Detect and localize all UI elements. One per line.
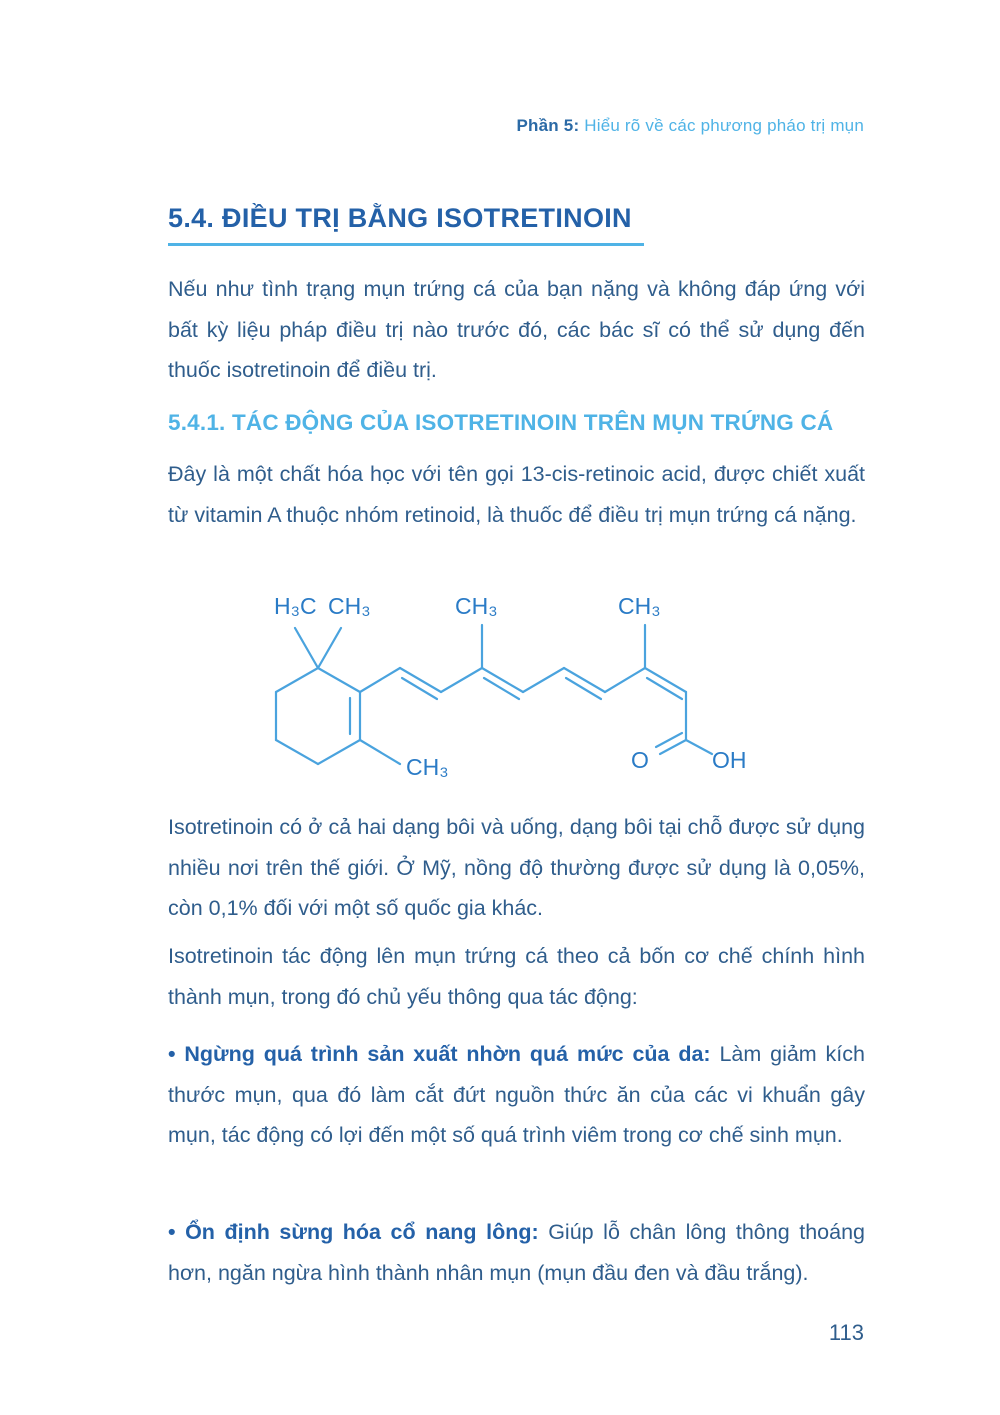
subsection-title: 5.4.1. TÁC ĐỘNG CỦA ISOTRETINOIN TRÊN MỤN TRỨNG CÁ — [168, 410, 834, 435]
bullet-sebum — [168, 1034, 865, 1156]
bullet-sebum-title: • Ngừng quá trình sản xuất nhờn quá mức của da: — [168, 1042, 711, 1066]
isotretinoin-structure — [0, 585, 1000, 785]
intro-paragraph: Nếu như tình trạng mụn trứng cá của bạn nặng và không đáp ứng với bất kỳ liệu pháp điều trị nào trước đó, các bác sĩ có thể sử dụng đến thuốc isotretinoin để điều trị. — [168, 277, 865, 382]
section-title: 5.4. ĐIỀU TRỊ BẰNG ISOTRETINOIN — [168, 203, 632, 233]
structure-bonds — [276, 625, 712, 764]
label-ch3-ring: CH₃ — [406, 754, 449, 780]
bullet-keratinization — [168, 1212, 865, 1293]
bullet-keratinization-title: • Ổn định sừng hóa cổ nang lông: — [168, 1220, 539, 1244]
label-h3c: H₃C — [274, 593, 317, 619]
label-hydroxyl: OH — [712, 747, 747, 773]
forms-paragraph: Isotretinoin có ở cả hai dạng bôi và uống, dạng bôi tại chỗ được sử dụng nhiều nơi trên thế giới. Ở Mỹ, nồng độ thường được sử dụng là 0,05%, còn 0,1% đối với một số quốc gia khác. — [168, 815, 865, 920]
header-subtitle: Hiểu rõ về các phương pháo trị mụn — [584, 116, 864, 135]
label-ch3-mid: CH₃ — [455, 593, 498, 619]
mechanism-paragraph: Isotretinoin tác động lên mụn trứng cá theo cả bốn cơ chế chính hình thành mụn, trong đó chủ yếu thông qua tác động: — [168, 944, 865, 1009]
bullet-keratinization-text: Giúp lỗ chân lông thông thoáng hơn, ngăn ngừa hình thành nhân mụn (mụn đầu đen và đầu trắng). — [168, 1220, 865, 1285]
definition-paragraph: Đây là một chất hóa học với tên gọi 13-cis-retinoic acid, được chiết xuất từ vitamin A thuộc nhóm retinoid, là thuốc để điều trị mụn trứng cá nặng. — [168, 462, 865, 527]
header-part: Phần 5: — [516, 116, 580, 135]
bullet-sebum-text: Làm giảm kích thước mụn, qua đó làm cắt đứt nguồn thức ăn của các vi khuẩn gây mụn, tác động có lợi đến một số quá trình viêm trong cơ chế sinh mụn. — [168, 1042, 865, 1147]
running-header — [517, 116, 865, 136]
section-title-underline — [168, 243, 644, 246]
label-oxygen: O — [631, 747, 649, 773]
page-number: 113 — [828, 1320, 864, 1345]
label-ch3-gem: CH₃ — [328, 593, 371, 619]
label-ch3-right: CH₃ — [618, 593, 661, 619]
